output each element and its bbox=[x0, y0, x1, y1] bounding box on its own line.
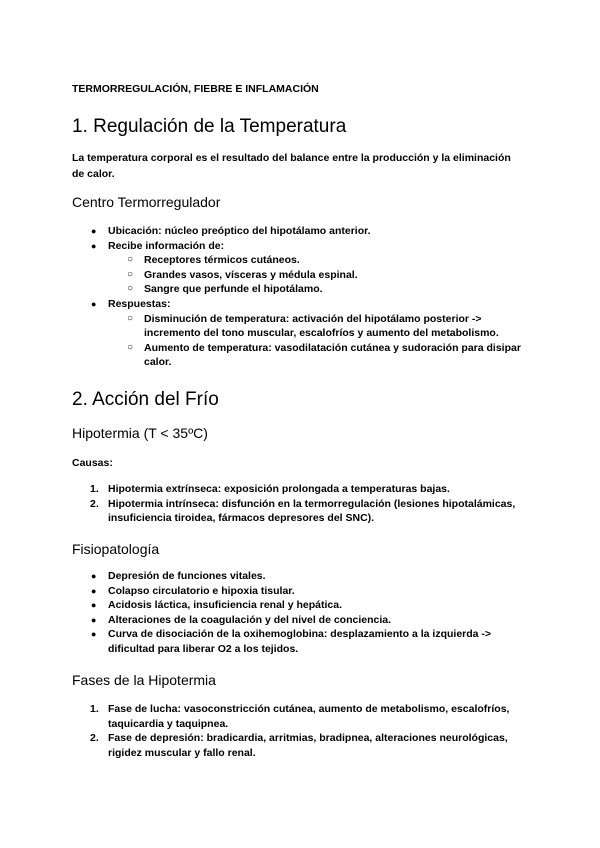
document-title: TERMORREGULACIÓN, FIEBRE E INFLAMACIÓN bbox=[72, 83, 319, 95]
number-marker: 1. bbox=[90, 483, 99, 495]
fases-list bbox=[90, 702, 538, 760]
list-item bbox=[90, 702, 538, 731]
info-sublist bbox=[108, 253, 538, 297]
list-item-text: Acidosis láctica, insuficiencia renal y hepática. bbox=[108, 599, 343, 612]
sublist-item-text: Grandes vasos, vísceras y médula espinal. bbox=[144, 268, 358, 281]
bullet-marker: ● bbox=[91, 240, 97, 251]
sublist-item bbox=[127, 341, 538, 370]
list-item bbox=[91, 598, 538, 613]
hipotermia-heading: Hipotermia (T < 35ºC) bbox=[72, 425, 208, 441]
number-marker: 2. bbox=[90, 497, 99, 510]
centro-termorregulador-heading: Centro Termorregulador bbox=[72, 194, 221, 210]
circle-marker: ○ bbox=[127, 254, 134, 266]
list-item-text: Ubicación: núcleo preóptico del hipotálamo anterior. bbox=[108, 225, 371, 237]
sublist-item bbox=[127, 253, 538, 268]
list-item bbox=[91, 224, 538, 239]
number-marker: 2. bbox=[90, 732, 99, 745]
list-item-text: Hipotermia intrínseca: disfunción en la termorregulación (lesiones hipotalámicas, insuficiencia tiroidea, fármacos depresores del SNC). bbox=[108, 497, 516, 525]
list-item-text: Fase de lucha: vasoconstricción cutánea, aumento de metabolismo, escalofríos, taquicardia y taquipnea. bbox=[108, 703, 510, 730]
section-1-heading: 1. Regulación de la Temperatura bbox=[72, 116, 347, 137]
list-item bbox=[90, 497, 538, 526]
section-1-intro: La temperatura corporal es el resultado del balance entre la producción y la eliminación de calor. bbox=[72, 152, 511, 180]
sublist-item-text: Receptores térmicos cutáneos. bbox=[144, 254, 300, 267]
list-item-text: Respuestas: bbox=[108, 297, 171, 310]
list-item bbox=[91, 627, 538, 656]
bullet-marker: ● bbox=[91, 298, 97, 309]
bullet-marker: ● bbox=[91, 571, 97, 581]
list-item bbox=[91, 584, 538, 599]
number-marker: 1. bbox=[90, 703, 99, 715]
list-item-text: Alteraciones de la coagulación y del nivel de conciencia. bbox=[108, 613, 392, 626]
sublist-item-text: Sangre que perfunde el hipotálamo. bbox=[144, 283, 323, 296]
list-item-text: Fase de depresión: bradicardia, arritmias, bradipnea, alteraciones neurológicas, rigidez muscular y fallo renal. bbox=[108, 732, 508, 759]
list-item bbox=[91, 569, 538, 584]
sublist-item bbox=[127, 268, 538, 283]
circle-marker: ○ bbox=[127, 341, 134, 353]
sublist-item-text: Disminución de temperatura: activación del hipotálamo posterior -> incremento del tono muscular, escalofríos y aumento del metabolismo. bbox=[144, 312, 499, 340]
list-item bbox=[90, 482, 538, 497]
sublist-item bbox=[127, 312, 538, 341]
bullet-marker: ● bbox=[91, 614, 97, 625]
causas-label: Causas: bbox=[72, 457, 113, 469]
list-item-text: Hipotermia extrínseca: exposición prolongada a temperaturas bajas. bbox=[108, 483, 450, 495]
centro-list bbox=[91, 224, 538, 370]
sublist-item bbox=[127, 282, 538, 297]
respuestas-sublist bbox=[108, 312, 538, 370]
fisiopatologia-list bbox=[91, 569, 538, 657]
causas-list bbox=[90, 482, 538, 526]
section-2-heading: 2. Acción del Frío bbox=[72, 389, 219, 410]
bullet-marker: ● bbox=[91, 226, 97, 236]
list-item bbox=[91, 297, 538, 370]
circle-marker: ○ bbox=[127, 268, 134, 280]
bullet-marker: ● bbox=[91, 585, 97, 596]
bullet-marker: ● bbox=[91, 600, 97, 611]
sublist-item-text: Aumento de temperatura: vasodilatación cutánea y sudoración para disipar calor. bbox=[144, 341, 521, 369]
circle-marker: ○ bbox=[127, 312, 134, 324]
fisiopatologia-heading: Fisiopatología bbox=[72, 541, 160, 557]
bullet-marker: ● bbox=[91, 629, 97, 640]
circle-marker: ○ bbox=[127, 283, 134, 295]
list-item bbox=[91, 239, 538, 297]
list-item-text: Colapso circulatorio e hipoxia tisular. bbox=[108, 584, 295, 597]
list-item-text: Curva de disociación de la oxihemoglobina: desplazamiento a la izquierda -> dificultad para liberar O2 a los tejidos. bbox=[108, 628, 492, 655]
list-item bbox=[91, 613, 538, 628]
fases-hipotermia-heading: Fases de la Hipotermia bbox=[72, 672, 216, 688]
list-item-text: Depresión de funciones vitales. bbox=[108, 570, 266, 582]
list-item-text: Recibe información de: bbox=[108, 239, 225, 252]
list-item bbox=[90, 731, 538, 760]
